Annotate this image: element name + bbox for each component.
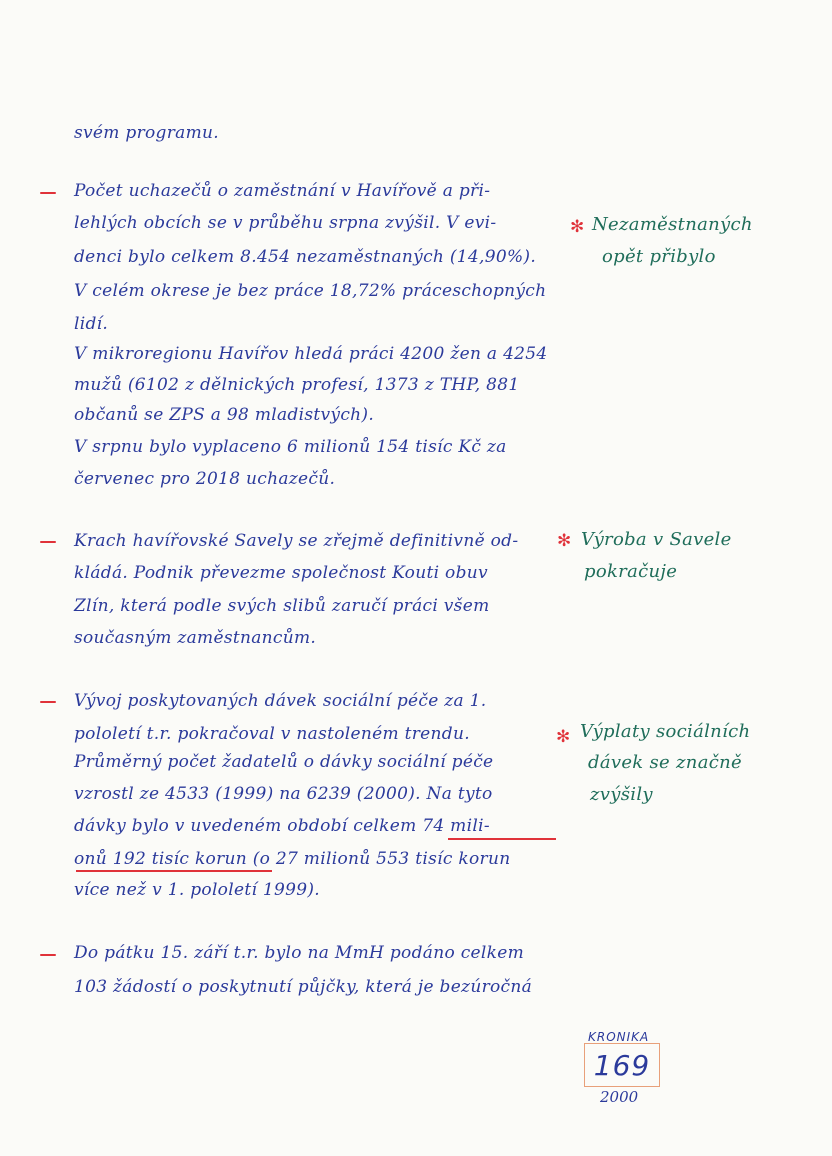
item3-line-5: dávky bylo v uvedeném období celkem 74 mili- xyxy=(74,816,490,836)
item3-note-1: Výplaty sociálních xyxy=(580,721,751,742)
bullet-dash xyxy=(40,954,56,956)
item1-line-8: občanů se ZPS a 98 mladistvých). xyxy=(74,405,375,425)
item3-note-2: dávek se značně xyxy=(588,752,742,773)
item3-line-7: více než v 1. pololetí 1999). xyxy=(74,880,320,900)
item3-note-3: zvýšily xyxy=(590,784,653,805)
item1-line-4: V celém okrese je bez práce 18,72% práceschopných xyxy=(74,281,547,301)
item1-line-6: V mikroregionu Havířov hledá práci 4200 žen a 4254 xyxy=(74,344,548,364)
page-number: 169 xyxy=(593,1048,651,1082)
item1-note-2: opět přibylo xyxy=(602,246,716,267)
item1-note-1: Nezaměstnaných xyxy=(592,214,753,235)
bullet-dash xyxy=(40,701,56,703)
item3-line-6: onů 192 tisíc korun (o 27 milionů 553 tisíc korun xyxy=(74,849,511,869)
item1-line-1: Počet uchazečů o zaměstnání v Havířově a při- xyxy=(74,181,491,201)
item1-line-2: lehlých obcích se v průběhu srpna zvýšil. V evi- xyxy=(74,213,497,233)
star-icon: ✻ xyxy=(557,531,572,551)
star-icon: ✻ xyxy=(570,217,585,237)
item2-line-1: Krach havířovské Savely se zřejmě definitivně od- xyxy=(74,531,519,551)
item2-line-3: Zlín, která podle svých slibů zaručí práci všem xyxy=(74,596,490,616)
bullet-dash xyxy=(40,192,56,194)
stamp-label: KRONIKA xyxy=(588,1030,650,1044)
item1-line-10: červenec pro 2018 uchazečů. xyxy=(74,469,336,489)
item1-line-3: denci bylo celkem 8.454 nezaměstnaných (14,90%). xyxy=(74,247,537,267)
bullet-dash xyxy=(40,541,56,543)
item2-note-1: Výroba v Savele xyxy=(581,529,732,550)
item1-line-5: lidí. xyxy=(74,314,109,334)
item2-line-2: kládá. Podnik převezme společnost Kouti obuv xyxy=(74,563,488,583)
star-icon: ✻ xyxy=(556,727,571,747)
page-number-box xyxy=(584,1043,660,1087)
item3-line-1: Vývoj poskytovaných dávek sociální péče za 1. xyxy=(74,691,487,711)
item4-line-2: 103 žádostí o poskytnutí půjčky, která je bezúročná xyxy=(74,977,533,997)
item3-line-2: pololetí t.r. pokračoval v nastoleném trendu. xyxy=(74,724,470,744)
highlight-underline xyxy=(448,838,556,840)
item2-line-4: současným zaměstnancům. xyxy=(74,628,317,648)
stamp-year: 2000 xyxy=(600,1088,639,1106)
item1-line-7: mužů (6102 z dělnických profesí, 1373 z THP, 881 xyxy=(74,375,520,395)
item3-line-3: Průměrný počet žadatelů o dávky sociální péče xyxy=(74,752,494,772)
item1-line-9: V srpnu bylo vyplaceno 6 milionů 154 tisíc Kč za xyxy=(74,437,507,457)
highlight-underline xyxy=(76,870,272,872)
item2-note-2: pokračuje xyxy=(584,561,678,582)
intro-line: svém programu. xyxy=(74,123,219,143)
item4-line-1: Do pátku 15. září t.r. bylo na MmH podáno celkem xyxy=(74,943,524,963)
item3-line-4: vzrostl ze 4533 (1999) na 6239 (2000). Na tyto xyxy=(74,784,493,804)
